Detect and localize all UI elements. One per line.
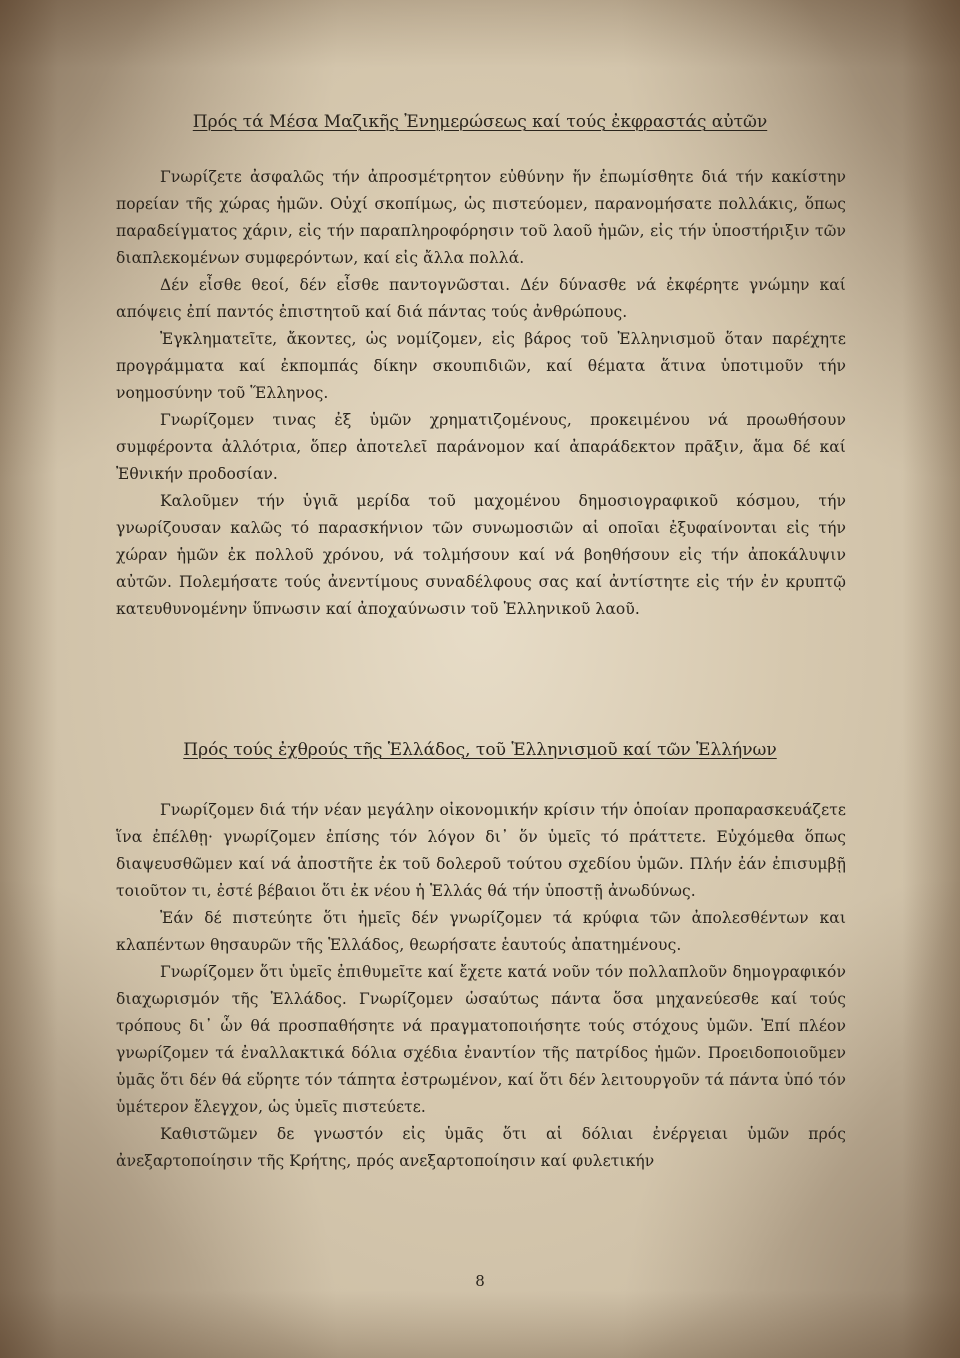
paragraph: Ἐγκληματεῖτε, ἄκοντες, ὡς νομίζομεν, εἰς βάρος τοῦ Ἑλληνισμοῦ ὅταν παρέχητε προγράμματα καί ἐκπομπάς δίκην σκουπιδιῶν, καί θέματα ἅτινα ὑποτιμοῦν τήν νοημοσύνην τοῦ Ἕλληνος. [116,330,846,402]
paragraph: Καθιστῶμεν δε γνωστόν εἰς ὑμᾶς ὅτι αἱ δόλιαι ἐνέργειαι ὑμῶν πρός ἀνεξαρτοποίησιν τῆς Κρήτης, πρός ανεξαρτοποίησιν καί φυλετικήν [116,1125,846,1170]
page-number: 8 [475,1272,485,1290]
paragraph: Καλοῦμεν τήν ὑγιᾶ μερίδα τοῦ μαχομένου δημοσιογραφικοῦ κόσμου, τήν γνωρίζουσαν καλῶς τό παρασκήνιον τῶν συνωμοσιῶν αἱ οποῖαι ἐξυφαίνονται εἰς τήν χώραν ἡμῶν ἐκ πολλοῦ χρόνου, νά τολμήσουν καί νά βοηθήσουν εἰς τήν ἀποκάλυψιν αὐτῶν. Πολεμήσατε τούς ἀνεντίμους συναδέλφους σας καί ἀντίστητε εἰς τήν ἐν κρυπτῷ κατευθυνομένην ὕπνωσιν καί ἀποχαύνωσιν τοῦ Ἑλληνικοῦ λαοῦ. [116,492,846,618]
paragraph: Γνωρίζομεν διά τήν νέαν μεγάλην οἰκονομικήν κρίσιν τήν ὁποίαν προπαρασκευάζετε ἵνα ἐπέλθῃ· γνωρίζομεν ἐπίσης τόν λόγον δι᾽ ὅν ὑμεῖς τό πράττετε. Εὐχόμεθα ὅπως διαψευσθῶμεν καί νά ἀποστῆτε ἐκ τοῦ δολεροῦ τούτου σχεδίου ὑμῶν. Πλήν ἐάν ἐπισυμβῇ τοιοῦτον τι, ἐστέ βέβαιοι ὅτι ἐκ νέου ἡ Ἑλλάς θά τήν ὑποστῇ ἀνωδύνως. [116,801,846,900]
section-body-media [116,164,846,623]
paragraph: Γνωρίζομεν ὅτι ὑμεῖς ἐπιθυμεῖτε καί ἔχετε κατά νοῦν τόν πολλαπλοῦν δημογραφικόν διαχωρισμόν τῆς Ἑλλάδος. Γνωρίζομεν ὡσαύτως πάντα ὅσα μηχανεύεσθε καί τούς τρόπους δι᾽ ὧν θά προσπαθήσητε νά πραγματοποιήσητε τούς στόχους ὑμῶν. Ἐπί πλέον γνωρίζομεν τά ἐναλλακτικά δόλια σχέδια ἐναντίον τῆς πατρίδος ἡμῶν. Προειδοποιοῦμεν ὑμᾶς ὅτι δέν θά εὕρητε τόν τάπητα ἐστρωμένον, καί ὅτι δέν λειτουργοῦν τά πάντα ὑπό τόν ὑμέτερον ἔλεγχον, ὡς ὑμεῖς πιστεύετε. [116,963,846,1116]
section-heading-enemies: Πρός τούς ἐχθρούς τῆς Ἑλλάδος, τοῦ Ἑλληνισμοῦ καί τῶν Ἑλλήνων [183,740,777,760]
paragraph: Γνωρίζετε ἀσφαλῶς τήν ἀπροσμέτρητον εὐθύνην ἥν ἐπωμίσθητε διά τήν κακίστην πορείαν τῆς χώρας ἡμῶν. Οὐχί σκοπίμως, ὡς πιστεύομεν, παρανομήσατε πολλάκις, ὅπως παραδείγματος χάριν, εἰς τήν παραπληροφόρησιν τοῦ λαοῦ ἡμῶν, εἰς τήν ὑποστήριξιν τῶν διαπλεκομένων συμφερόντων, καί εἰς ἄλλα πολλά. [116,168,846,267]
paragraph: Γνωρίζομεν τινας ἐξ ὑμῶν χρηματιζομένους, προκειμένου νά προωθήσουν συμφέροντα ἀλλότρια, ὅπερ ἀποτελεῖ παράνομον καί ἀπαράδεκτον πρᾶξιν, ἅμα δέ καί Ἐθνικήν προδοσίαν. [116,411,846,483]
section-body-enemies [116,797,846,1175]
paragraph: Δέν εἶσθε θεοί, δέν εἶσθε παντογνῶσται. Δέν δύνασθε νά ἐκφέρητε γνώμην καί απόψεις ἐπί παντός ἐπιστητοῦ καί διά πάντας τούς ἀνθρώπους. [116,276,846,321]
paragraph: Ἐάν δέ πιστεύητε ὅτι ἡμεῖς δέν γνωρίζομεν τά κρύφια τῶν ἀπολεσθέντων και κλαπέντων θησαυρῶν τῆς Ἑλλάδος, θεωρήσατε ἑαυτούς ἀπατημένους. [116,909,846,954]
section-heading-media: Πρός τά Μέσα Μαζικῆς Ἐνημερώσεως καί τούς ἐκφραστάς αὐτῶν [192,112,768,132]
